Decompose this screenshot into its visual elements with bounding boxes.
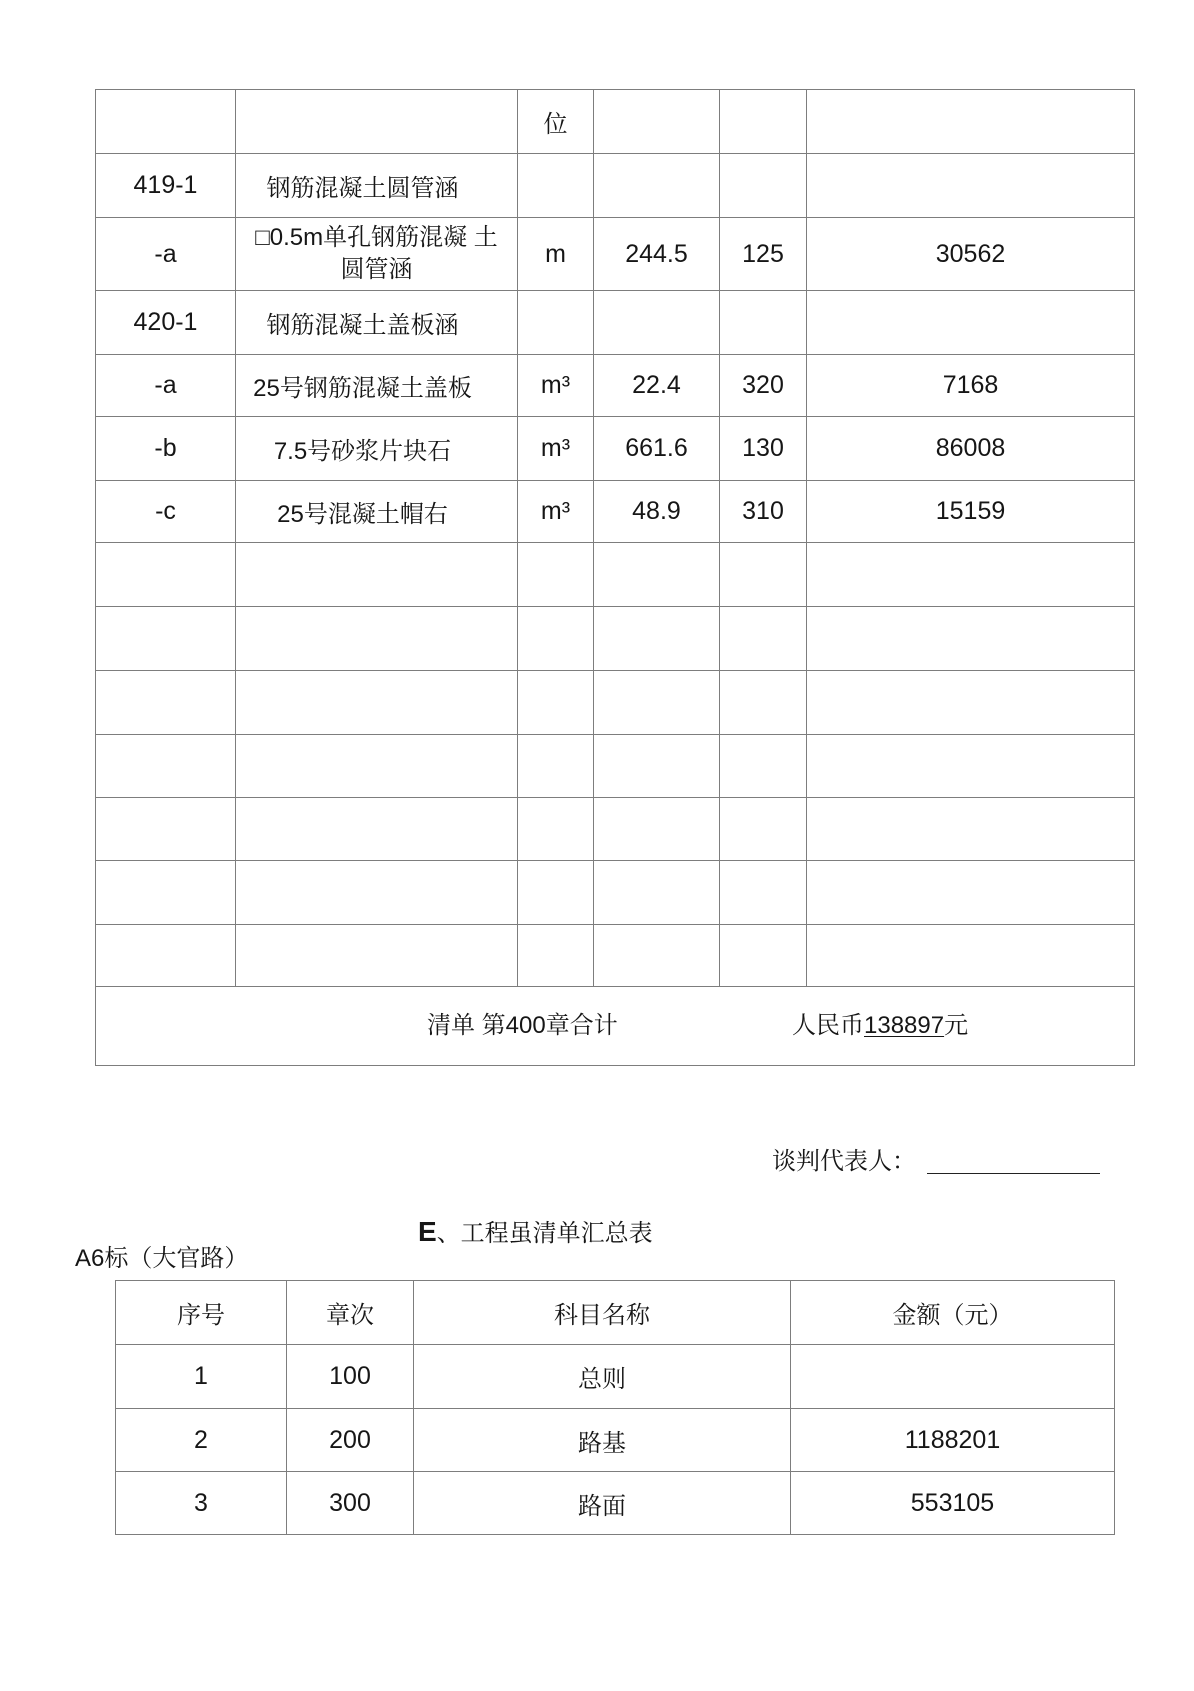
item-name: 25号钢筋混凝土盖板 xyxy=(236,355,518,417)
item-code: -a xyxy=(96,355,236,417)
item-code: -a xyxy=(96,218,236,291)
row-index: 1 xyxy=(116,1345,287,1409)
empty-cell xyxy=(96,671,236,735)
empty-cell xyxy=(96,925,236,987)
empty-cell xyxy=(518,861,594,925)
summary-title-letter: E xyxy=(418,1216,437,1247)
row-amount xyxy=(791,1345,1115,1409)
item-code: 419-1 xyxy=(96,154,236,218)
empty-cell xyxy=(807,671,1135,735)
row-index: 2 xyxy=(116,1409,287,1472)
item-name-line: □0.5m单孔钢筋混凝 土 xyxy=(255,224,498,251)
empty-cell xyxy=(96,735,236,798)
total-cell xyxy=(96,987,1135,1066)
item-unit-price: 320 xyxy=(720,355,807,417)
item-amount: 7168 xyxy=(807,355,1135,417)
item-unit-price: 310 xyxy=(720,481,807,543)
empty-cell xyxy=(594,798,720,861)
empty-cell xyxy=(594,735,720,798)
empty-cell xyxy=(518,607,594,671)
empty-cell xyxy=(720,925,807,987)
summary-title xyxy=(418,1215,653,1254)
item-code: -b xyxy=(96,417,236,481)
row-amount: 1188201 xyxy=(791,1409,1115,1472)
name-header-cell xyxy=(236,90,518,154)
empty-cell xyxy=(720,861,807,925)
table-row xyxy=(96,355,1135,417)
empty-cell xyxy=(236,607,518,671)
item-unit-price xyxy=(720,291,807,355)
row-subject: 路基 xyxy=(414,1409,791,1472)
quantity-header-cell xyxy=(594,90,720,154)
empty-cell xyxy=(96,543,236,607)
bill-of-quantities-table xyxy=(95,89,1135,1066)
empty-row xyxy=(96,798,1135,861)
empty-cell xyxy=(236,798,518,861)
signature-blank-line xyxy=(927,1173,1100,1174)
row-subject: 路面 xyxy=(414,1472,791,1535)
header-index: 序号 xyxy=(116,1281,287,1345)
row-chapter: 100 xyxy=(287,1345,414,1409)
table-row xyxy=(96,291,1135,355)
item-unit xyxy=(518,154,594,218)
total-label: 清单 第400章合计 xyxy=(427,1012,618,1039)
empty-cell xyxy=(807,925,1135,987)
item-quantity xyxy=(594,291,720,355)
currency-prefix: 人民币 xyxy=(792,1012,864,1039)
empty-cell xyxy=(594,925,720,987)
row-index: 3 xyxy=(116,1472,287,1535)
item-quantity: 48.9 xyxy=(594,481,720,543)
header-amount: 金额（元） xyxy=(791,1281,1115,1345)
item-amount: 86008 xyxy=(807,417,1135,481)
item-unit: m xyxy=(518,218,594,291)
summary-title-text: 、工程虽清单汇总表 xyxy=(436,1220,653,1247)
empty-row xyxy=(96,671,1135,735)
row-amount: 553105 xyxy=(791,1472,1115,1535)
table-row xyxy=(96,154,1135,218)
total-amount xyxy=(792,987,968,1065)
table-row xyxy=(116,1472,1115,1535)
table-row xyxy=(116,1409,1115,1472)
item-unit-price: 125 xyxy=(720,218,807,291)
empty-row xyxy=(96,735,1135,798)
empty-cell xyxy=(518,798,594,861)
item-name: 7.5号砂浆片块石 xyxy=(236,417,518,481)
summary-table xyxy=(115,1280,1115,1535)
amount-header-cell xyxy=(807,90,1135,154)
item-unit xyxy=(518,291,594,355)
item-name-line: 圆管涵 xyxy=(340,256,413,283)
table-row xyxy=(96,218,1135,291)
empty-cell xyxy=(594,607,720,671)
item-code: -c xyxy=(96,481,236,543)
empty-cell xyxy=(807,735,1135,798)
empty-cell xyxy=(236,925,518,987)
empty-row xyxy=(96,607,1135,671)
item-unit-price xyxy=(720,154,807,218)
section-label: A6标（大官路） xyxy=(75,1245,249,1272)
item-unit-price: 130 xyxy=(720,417,807,481)
empty-cell xyxy=(518,735,594,798)
item-name: 钢筋混凝土圆管涵 xyxy=(236,154,518,218)
empty-cell xyxy=(720,607,807,671)
empty-cell xyxy=(96,607,236,671)
empty-row xyxy=(96,861,1135,925)
header-fragment-row xyxy=(96,90,1135,154)
table-row xyxy=(116,1345,1115,1409)
item-name: 25号混凝土帽右 xyxy=(236,481,518,543)
item-quantity: 661.6 xyxy=(594,417,720,481)
negotiator-signature-label: 谈判代表人： xyxy=(772,1148,916,1175)
row-chapter: 200 xyxy=(287,1409,414,1472)
item-unit: m³ xyxy=(518,481,594,543)
empty-cell xyxy=(236,735,518,798)
empty-cell xyxy=(720,798,807,861)
table-row xyxy=(96,417,1135,481)
empty-cell xyxy=(236,861,518,925)
item-quantity xyxy=(594,154,720,218)
unit-header-fragment: 位 xyxy=(518,90,594,154)
item-amount: 30562 xyxy=(807,218,1135,291)
header-chapter: 章次 xyxy=(287,1281,414,1345)
table-row xyxy=(96,481,1135,543)
empty-cell xyxy=(518,671,594,735)
item-name: 钢筋混凝土盖板涵 xyxy=(236,291,518,355)
item-quantity: 22.4 xyxy=(594,355,720,417)
empty-cell xyxy=(807,543,1135,607)
empty-cell xyxy=(807,861,1135,925)
price-header-cell xyxy=(720,90,807,154)
empty-cell xyxy=(720,543,807,607)
item-amount: 15159 xyxy=(807,481,1135,543)
empty-cell xyxy=(518,543,594,607)
empty-cell xyxy=(96,798,236,861)
empty-cell xyxy=(594,671,720,735)
empty-cell xyxy=(720,671,807,735)
item-amount xyxy=(807,291,1135,355)
header-subject: 科目名称 xyxy=(414,1281,791,1345)
total-amount-value: 138897 xyxy=(864,1012,945,1039)
item-amount xyxy=(807,154,1135,218)
item-name xyxy=(236,218,518,291)
empty-cell xyxy=(807,607,1135,671)
empty-cell xyxy=(720,735,807,798)
total-row xyxy=(96,987,1135,1066)
item-unit: m³ xyxy=(518,417,594,481)
empty-cell xyxy=(236,671,518,735)
empty-cell xyxy=(96,861,236,925)
summary-header-row xyxy=(116,1281,1115,1345)
empty-cell xyxy=(594,861,720,925)
row-subject: 总则 xyxy=(414,1345,791,1409)
row-chapter: 300 xyxy=(287,1472,414,1535)
item-quantity: 244.5 xyxy=(594,218,720,291)
total-container xyxy=(96,987,1134,1065)
empty-cell xyxy=(807,798,1135,861)
item-code: 420-1 xyxy=(96,291,236,355)
empty-cell xyxy=(518,925,594,987)
currency-suffix: 元 xyxy=(944,1012,969,1039)
empty-row xyxy=(96,925,1135,987)
empty-cell xyxy=(594,543,720,607)
code-header-cell xyxy=(96,90,236,154)
empty-row xyxy=(96,543,1135,607)
item-unit: m³ xyxy=(518,355,594,417)
empty-cell xyxy=(236,543,518,607)
